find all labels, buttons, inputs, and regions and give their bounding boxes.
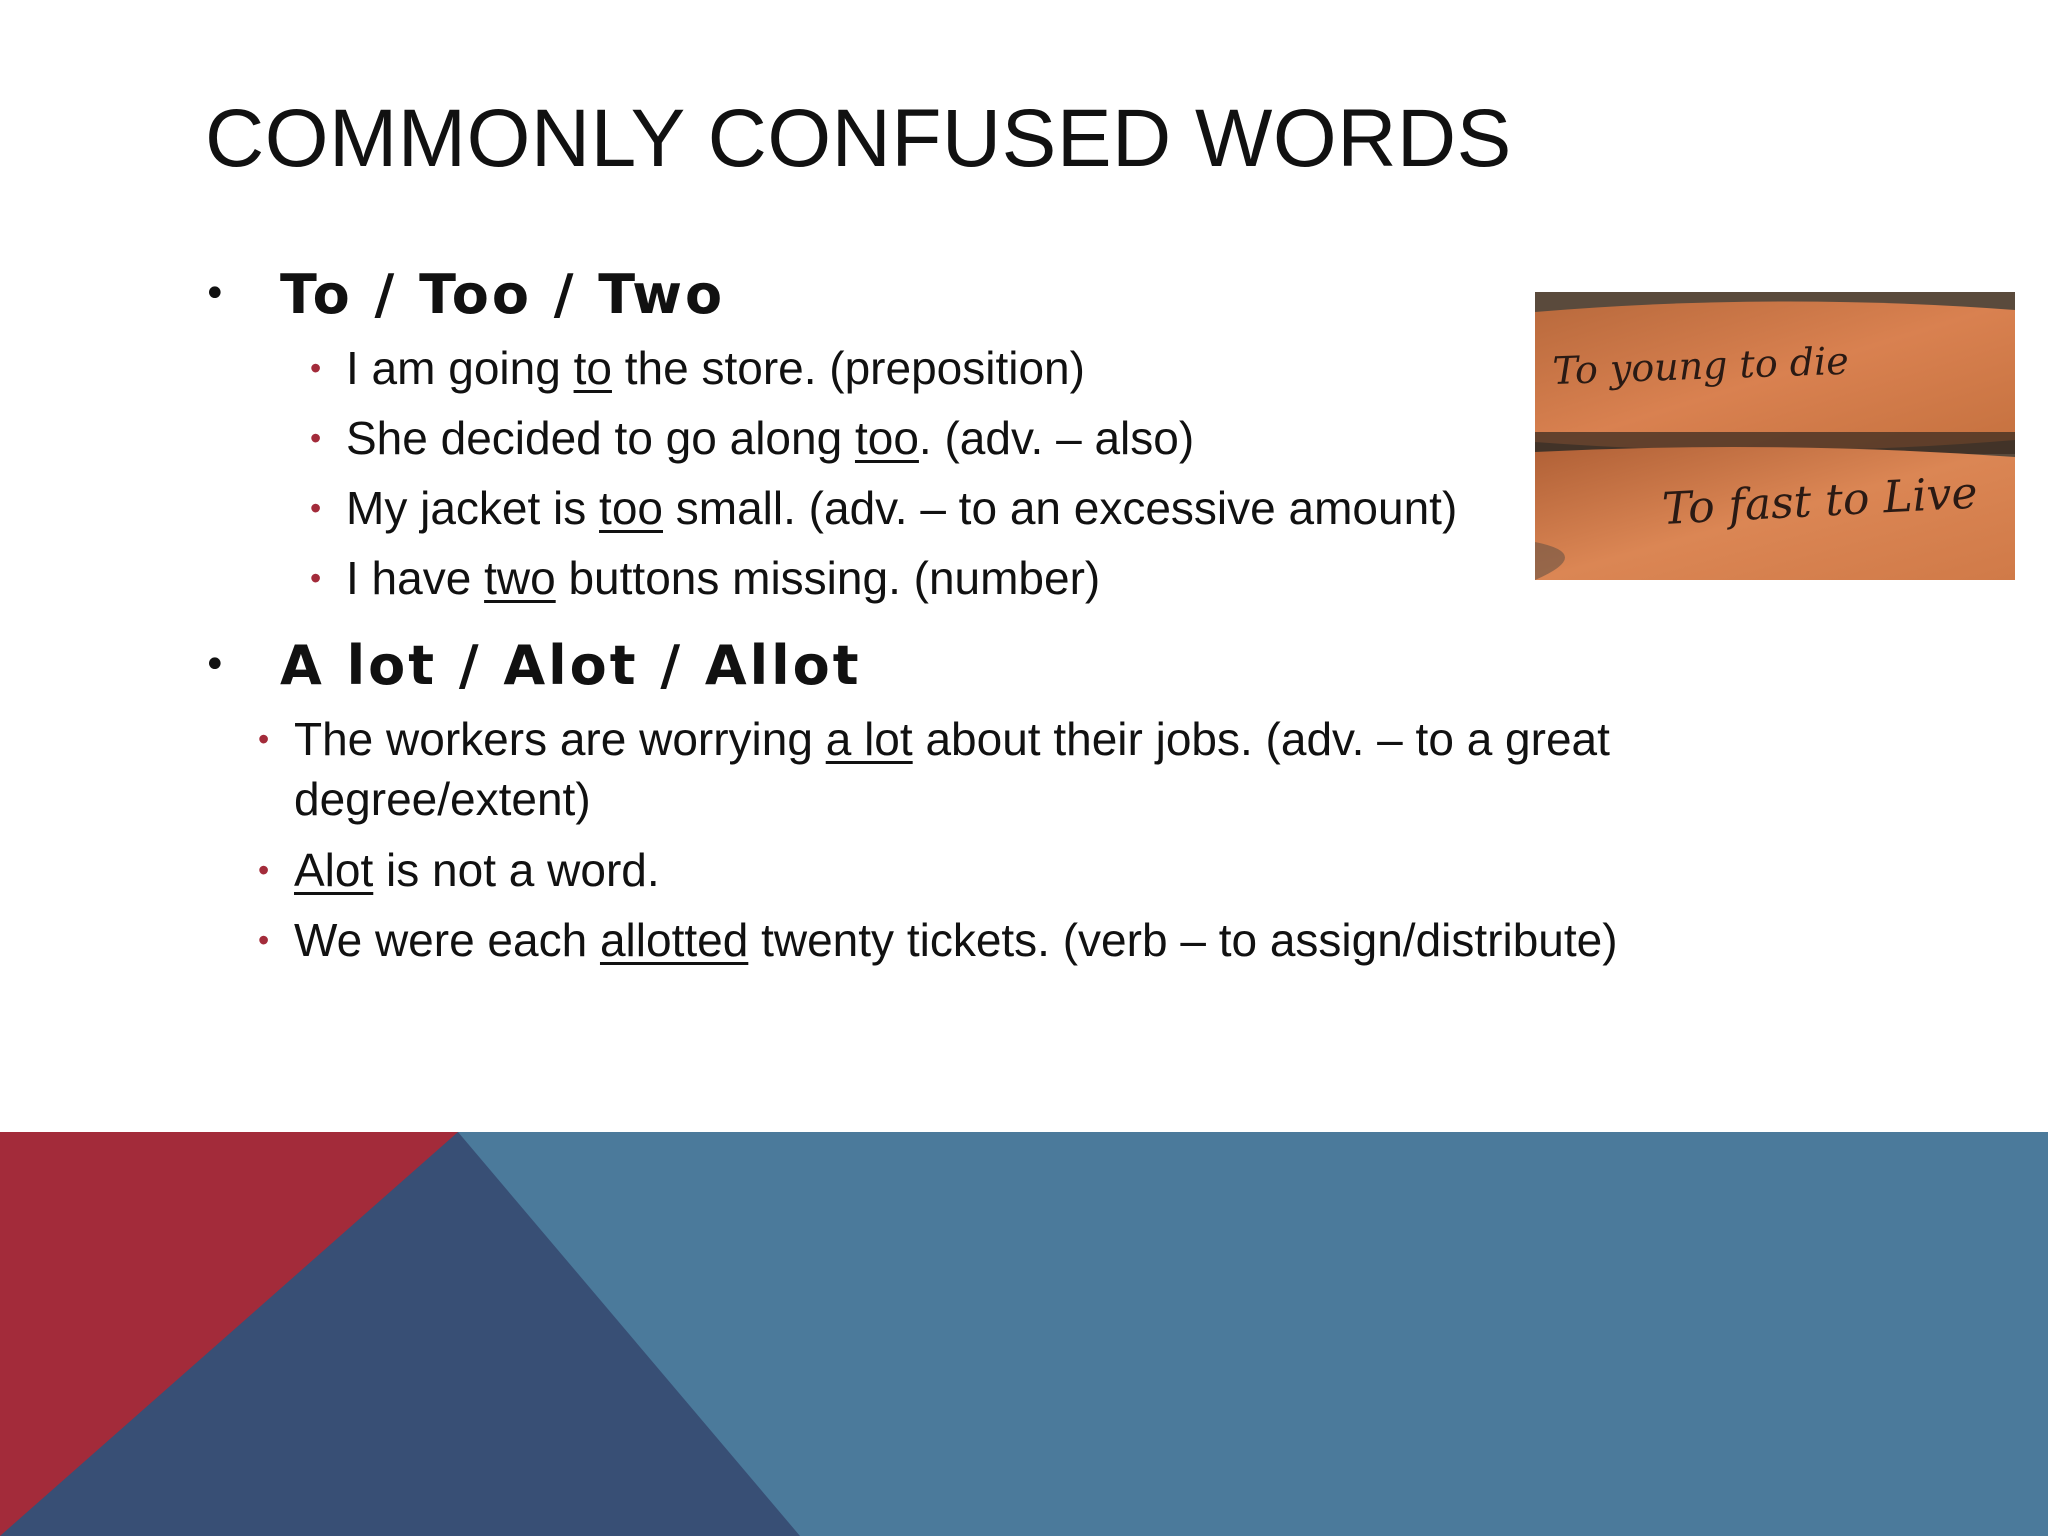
- bullet-dot: •: [258, 852, 270, 888]
- bullet-dot: •: [310, 350, 322, 386]
- tattoo-text-1: To young to die: [1551, 338, 1850, 393]
- bullet-dot: •: [310, 420, 322, 456]
- list-item: • We were each allotted twenty tickets. (verb – to assign/distribute): [258, 910, 1618, 970]
- tattoo-photo: [1535, 292, 2015, 580]
- list-item: • I am going to the store. (preposition): [310, 338, 1085, 398]
- bullet-dot: •: [310, 560, 322, 596]
- bullet-dot: •: [310, 490, 322, 526]
- bullet-dot: •: [258, 721, 270, 757]
- decorative-footer-band: [0, 1132, 2048, 1536]
- slide-title: COMMONLY CONFUSED WORDS: [205, 93, 1512, 184]
- list-item: • I have two buttons missing. (number): [310, 548, 1100, 608]
- list-item: • The workers are worrying a lot about their jobs. (adv. – to a great degree/extent): [258, 709, 1748, 829]
- section-heading: A lot / Alot / Allot: [280, 634, 862, 697]
- bullet-dot: •: [258, 922, 270, 958]
- section-heading: To / Too / Two: [280, 263, 726, 326]
- tattoo-text-2: To fast to Live: [1660, 467, 1979, 535]
- bullet-dot: •: [203, 642, 227, 688]
- list-item: • Alot is not a word.: [258, 840, 660, 900]
- list-item: • My jacket is too small. (adv. – to an excessive amount): [310, 478, 1457, 538]
- list-item: • She decided to go along too. (adv. – also): [310, 408, 1194, 468]
- bullet-dot: •: [203, 271, 227, 317]
